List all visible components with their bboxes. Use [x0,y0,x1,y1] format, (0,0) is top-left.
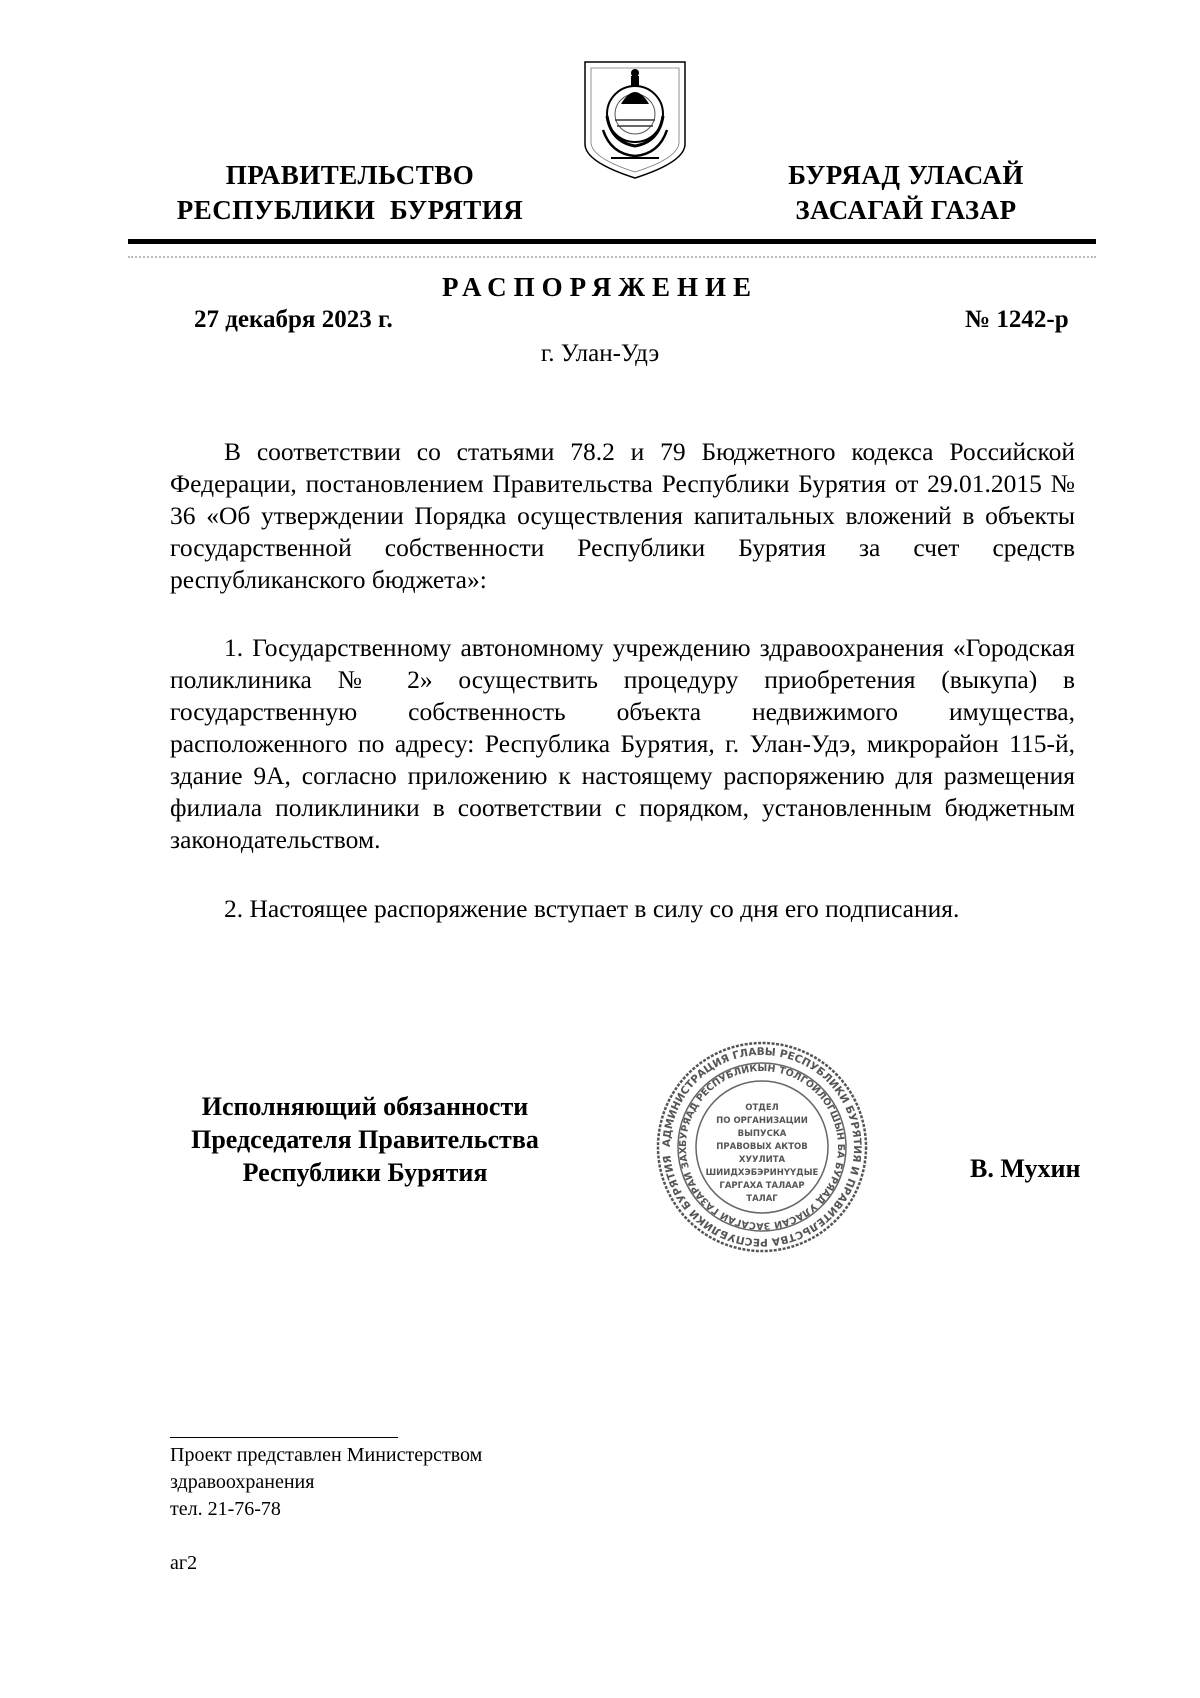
stamp-center-line: ХУУЛИТА [738,1155,786,1165]
signatory-title-line2: Председателя Правительства [191,1125,539,1154]
footer-code: аг2 [170,1552,198,1574]
document-kind: РАСПОРЯЖЕНИЕ [441,272,759,302]
document-city: г. Улан-Удэ [540,340,660,367]
signatory-title-line3: Республики Бурятия [242,1158,488,1187]
official-stamp-icon [655,1040,869,1254]
signatory-title [150,1090,580,1189]
government-name-bua-line2: ЗАСАГАЙ ГАЗАР [795,195,1017,225]
footer-phone: тел. 21-76-78 [170,1498,281,1520]
signatory-name: В. Мухин [970,1154,1081,1183]
stamp-center-line: ГАРГАХА ТАЛААР [719,1181,805,1191]
stamp-center-line: ТАЛАГ [746,1194,778,1204]
stamp-outer-text: АДМИНИСТРАЦИЯ ГЛАВЫ РЕСПУБЛИКИ БУРЯТИЯ И ПРАВИТЕЛЬСТВА РЕСПУБЛИКИ БУРЯТИЯ [660,1045,864,1249]
header-rule [128,239,1096,244]
stamp-center-line: ВЫПУСКА [737,1129,787,1139]
paragraph-item-1: 1. Государственному автономному учреждению здравоохранения «Городская поликлиника № 2» осуществить процедуру приобретения (выкупа) в государственную собственность объекта недвижимого имущества, расположенного по адресу: Республика Бурятия, г. Улан-Удэ, микрорайон 115-й, здание 9А, согласно приложению к настоящему распоряжению для размещения филиала поликлиники в соответствии с порядком, установленным бюджетным законодательством. [170,633,1075,854]
footer-rule [170,1437,398,1438]
stamp-center-line: ПО ОРГАНИЗАЦИИ [716,1116,808,1126]
government-name-ru-line1: ПРАВИТЕЛЬСТВО [225,160,475,190]
government-name-ru [150,158,550,228]
document-number: № 1242-р [965,306,1069,333]
stamp-center-line: ОТДЕЛ [745,1103,779,1113]
government-name-bua-line1: БУРЯАД УЛАСАЙ [788,160,1024,190]
paragraph-preamble: В соответствии со статьями 78.2 и 79 Бюджетного кодекса Российской Федерации, постановлением Правительства Республики Бурятия от 29.01.2015 № 36 «Об утверждении Порядка осуществления капитальных вложений в объекты государственной собственности Республики Бурятия за счет средств республиканского бюджета»: [170,437,1075,594]
coat-of-arms-icon [581,58,689,182]
stamp-center-line: ШИИДХЭБЭРИНҮҮДЫЕ [705,1168,819,1178]
paragraph-item-2: 2. Настоящее распоряжение вступает в силу со дня его подписания. [224,894,960,923]
footer-line1: Проект представлен Министерством [170,1444,483,1466]
stamp-inner-text: БУРЯАД РЕСПУБЛИКЫН ТОЛГОЙЛОГШЫН БА БУРЯАД УЛАСАЙ ЗАСАГАЙ ГАЗАРАЙ ЗАХ [677,1062,847,1232]
signatory-title-line1: Исполняющий обязанности [201,1092,529,1121]
government-name-ru-line2: РЕСПУБЛИКИ БУРЯТИЯ [176,195,524,225]
stamp-center-line: ПРАВОВЫХ АКТОВ [716,1142,808,1152]
government-name-bua [746,158,1066,228]
header-dotted-rule [128,256,1096,258]
footer-line2: здравоохранения [170,1471,315,1493]
document-date: 27 декабря 2023 г. [194,306,393,333]
